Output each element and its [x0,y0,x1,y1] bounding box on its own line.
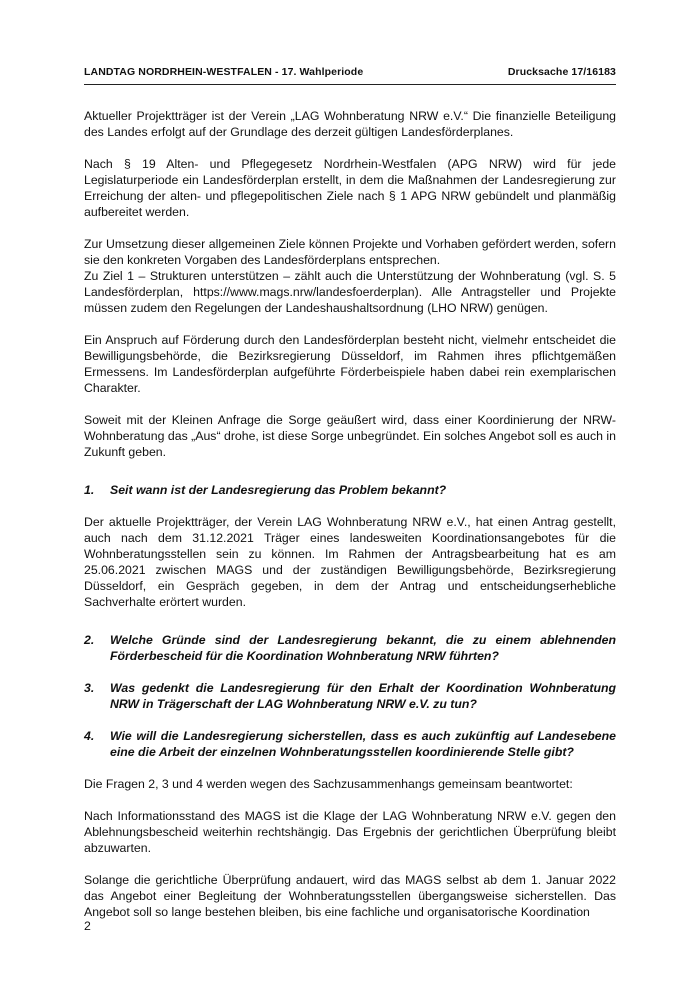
question-text: Welche Gründe sind der Landesregierung bekannt, die zu einem ablehnenden Förderbescheid für die Koordination Wohnberatung NRW führten? [110,633,616,663]
question-2 [84,632,616,664]
header-document-number: Drucksache 17/16183 [507,66,616,78]
answer-paragraph: Solange die gerichtliche Überprüfung andauert, wird das MAGS selbst ab dem 1. Januar 2022 das Angebot einer Begleitung der Wohnberatungsstellen übergangsweise sicherstellen. Das Angebot soll so lange bestehen bleiben, bis eine fachliche und organisatorische Koordination [84,873,616,919]
question-number: 1. [84,483,95,497]
paragraph: Zur Umsetzung dieser allgemeinen Ziele können Projekte und Vorhaben gefördert werden, sofern sie den konkreten Vorgaben des Landesförderplans entsprechen. [84,237,616,267]
answer-paragraph: Der aktuelle Projektträger, der Verein LAG Wohnberatung NRW e.V., hat einen Antrag gestellt, auch nach dem 31.12.2021 Träger eines landesweiten Koordinationsangebotes für die Wohnberatungsstellen sein zu können. Im Rahmen der Antragsbearbeitung hat es am 25.06.2021 zwischen MAGS und der zuständigen Bewilligungsbehörde, Bezirksregierung Düsseldorf, ein Gespräch gegeben, in dem der Antrag und entscheidungserhebliche Sachverhalte erörtert wurden. [84,515,616,609]
question-text: Seit wann ist der Landesregierung das Problem bekannt? [110,483,447,497]
page-header [84,66,616,78]
paragraph: Aktueller Projektträger ist der Verein „LAG Wohnberatung NRW e.V.“ Die finanzielle Beteiligung des Landes erfolgt auf der Grundlage des derzeit gültigen Landesförderplanes. [84,109,616,139]
document-body [84,108,616,936]
question-number: 4. [84,729,95,743]
paragraph: Ein Anspruch auf Förderung durch den Landesförderplan besteht nicht, vielmehr entscheidet die Bewilligungsbehörde, die Bezirksregierung Düsseldorf, im Rahmen ihres pflichtgemäßen Ermessens. Im Landesförderplan aufgeführte Förderbeispiele haben dabei rein exemplarischen Charakter. [84,333,616,395]
question-text: Was gedenkt die Landesregierung für den Erhalt der Koordination Wohnberatung NRW in Trägerschaft der LAG Wohnberatung NRW e.V. zu tun? [110,681,616,711]
question-3 [84,680,616,712]
answer-paragraph: Nach Informationsstand des MAGS ist die Klage der LAG Wohnberatung NRW e.V. gegen den Ablehnungsbescheid weiterhin rechtshängig. Das Ergebnis der gerichtlichen Überprüfung bleibt abzuwarten. [84,809,616,855]
paragraph: Soweit mit der Kleinen Anfrage die Sorge geäußert wird, dass einer Koordinierung der NRW-Wohnberatung das „Aus“ drohe, ist diese Sorge unbegründet. Ein solches Angebot soll es auch in Zukunft geben. [84,413,616,459]
paragraph: Zu Ziel 1 – Strukturen unterstützen – zählt auch die Unterstützung der Wohnberatung (vgl. S. 5 Landesförderplan, https://www.mags.nrw/landesfoerderplan). Alle Antragsteller und Projekte müssen zudem den Regelungen der Landeshaushaltsordnung (LHO NRW) genügen. [84,269,616,315]
question-4 [84,728,616,760]
header-divider [84,84,616,85]
header-parliament: LANDTAG NORDRHEIN-WESTFALEN - 17. Wahlperiode [84,66,364,78]
question-1 [84,482,616,498]
paragraph: Nach § 19 Alten- und Pflegegesetz Nordrhein-Westfalen (APG NRW) wird für jede Legislaturperiode ein Landesförderplan erstellt, in dem die Maßnahmen der Landesregierung zur Erreichung der alten- und pflegepolitischen Ziele nach § 1 APG NRW gebündelt und planmäßig aufbereitet werden. [84,157,616,219]
question-number: 3. [84,681,95,695]
question-text: Wie will die Landesregierung sicherstellen, dass es auch zukünftig auf Landesebene eine die Arbeit der einzelnen Wohnberatungsstellen koordinierende Stelle gibt? [110,729,616,759]
page-number: 2 [84,919,91,933]
answer-paragraph: Die Fragen 2, 3 und 4 werden wegen des Sachzusammenhangs gemeinsam beantwortet: [84,777,573,791]
question-number: 2. [84,633,95,647]
